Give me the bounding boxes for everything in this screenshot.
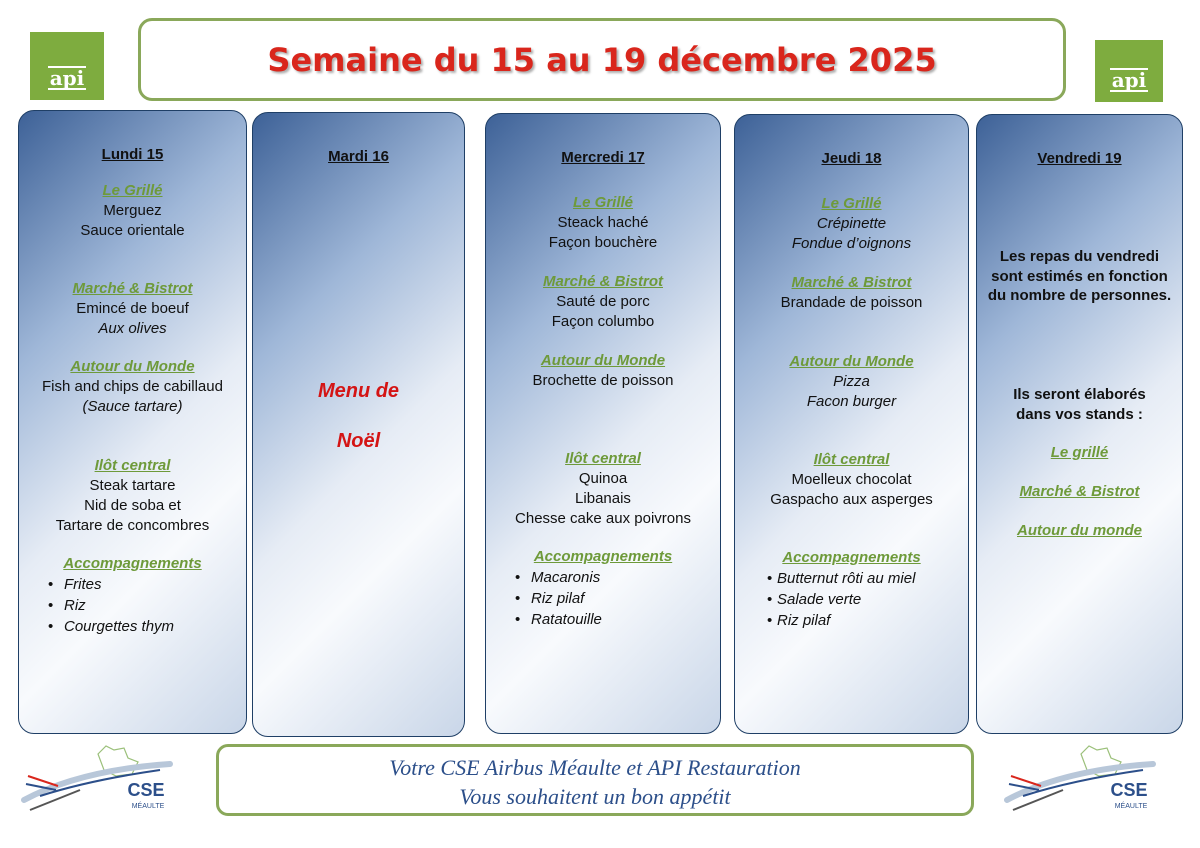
list-item: • Riz pilaf <box>765 610 968 631</box>
svg-text:CSE: CSE <box>1110 780 1148 800</box>
side-dish-list <box>513 567 720 630</box>
footer-line-2: Vous souhaitent un bon appétit <box>459 784 731 809</box>
day-column-jeudi <box>734 114 969 734</box>
footer-line-1: Votre CSE Airbus Méaulte et API Restauration <box>389 755 801 780</box>
dish-line: Moelleux chocolat <box>791 471 912 488</box>
day-title-vendredi: Vendredi 19 <box>1037 150 1122 167</box>
section-title-grille: Le Grillé <box>102 182 163 199</box>
section-title-accompagnements: Accompagnements <box>63 555 202 572</box>
dish-line: Emincé de boeuf <box>76 300 189 317</box>
cse-meaulte-logo-left <box>20 740 180 820</box>
list-item: • Butternut rôti au miel <box>765 568 968 589</box>
section-title-monde: Autour du Monde <box>540 352 666 369</box>
dish-line: Fish and chips de cabillaud <box>42 378 223 395</box>
dish-line: Quinoa <box>578 470 628 487</box>
section-title-accompagnements: Accompagnements <box>533 548 673 565</box>
page-title: Semaine du 15 au 19 décembre 2025 <box>267 40 937 79</box>
dish-line: Brochette de poisson <box>532 372 674 389</box>
day-title-lundi: Lundi 15 <box>101 146 164 163</box>
svg-text:MÉAULTE: MÉAULTE <box>1114 803 1148 810</box>
dish-line: Sauce orientale <box>80 222 185 239</box>
dish-line: Nid de soba et <box>84 497 181 514</box>
cse-meaulte-logo-right <box>1003 740 1163 820</box>
dish-line: Pizza <box>833 373 870 390</box>
dish-line: Facon burger <box>806 393 897 410</box>
section-title-grille: Le Grillé <box>572 194 634 211</box>
section-title-ilot: Ilôt central <box>565 450 641 467</box>
dish-line: Façon bouchère <box>548 234 658 251</box>
dish-line: Crépinette <box>816 215 887 232</box>
stand-grille: Le grillé <box>1050 444 1109 461</box>
section-title-ilot: Ilôt central <box>94 457 171 474</box>
title-banner <box>138 18 1066 101</box>
day-column-vendredi <box>976 114 1183 734</box>
day-title-mercredi: Mercredi 17 <box>561 149 645 166</box>
section-title-marche: Marché & Bistrot <box>791 274 912 291</box>
dish-line: Steak tartare <box>89 477 176 494</box>
dish-line: Merguez <box>103 202 162 219</box>
dish-line: Tartare de concombres <box>55 517 210 534</box>
stand-monde: Autour du monde <box>1017 522 1142 539</box>
friday-stands-intro: Ils seront élaborés dans vos stands : <box>1013 386 1146 423</box>
dish-line: Libanais <box>575 490 631 507</box>
list-item: • Frites <box>46 574 246 595</box>
stand-marche: Marché & Bistrot <box>1019 483 1140 500</box>
dish-line: Fondue d’oignons <box>791 235 912 252</box>
list-item: • Courgettes thym <box>46 616 246 637</box>
side-dish-list <box>765 568 968 631</box>
day-column-mercredi <box>485 113 721 734</box>
section-title-marche: Marché & Bistrot <box>542 273 664 290</box>
footer-banner <box>216 744 974 816</box>
dish-line: Aux olives <box>98 320 167 337</box>
section-title-grille: Le Grillé <box>821 195 882 212</box>
friday-note: Les repas du vendredi sont estimés en fonction du nombre de personnes. <box>987 248 1172 305</box>
list-item: • Riz <box>46 595 246 616</box>
svg-text:MÉAULTE: MÉAULTE <box>131 803 165 810</box>
dish-line: (Sauce tartare) <box>82 398 183 415</box>
dish-line: Sauté de porc <box>556 293 650 310</box>
section-title-accompagnements: Accompagnements <box>782 549 921 566</box>
christmas-menu-line-1: Menu de <box>317 380 400 402</box>
dish-line: Brandade de poisson <box>780 294 923 311</box>
list-item: • Riz pilaf <box>513 588 720 609</box>
day-title-mardi: Mardi 16 <box>328 148 389 165</box>
api-logo-right: api <box>1095 40 1163 102</box>
section-title-monde: Autour du Monde <box>789 353 914 370</box>
list-item: • Salade verte <box>765 589 968 610</box>
day-column-mardi <box>252 112 465 737</box>
dish-line: Steack haché <box>557 214 649 231</box>
api-logo-left: api <box>30 32 104 100</box>
day-column-lundi <box>18 110 247 734</box>
christmas-menu-line-2: Noël <box>336 430 381 452</box>
side-dish-list <box>46 574 246 637</box>
dish-line: Gaspacho aux asperges <box>770 491 933 508</box>
section-title-marche: Marché & Bistrot <box>72 280 193 297</box>
dish-line: Chesse cake aux poivrons <box>515 510 691 527</box>
list-item: • Macaronis <box>513 567 720 588</box>
svg-text:CSE: CSE <box>127 780 165 800</box>
day-title-jeudi: Jeudi 18 <box>821 150 882 167</box>
dish-line: Façon columbo <box>551 313 655 330</box>
section-title-ilot: Ilôt central <box>813 451 890 468</box>
section-title-monde: Autour du Monde <box>70 358 195 375</box>
list-item: • Ratatouille <box>513 609 720 630</box>
